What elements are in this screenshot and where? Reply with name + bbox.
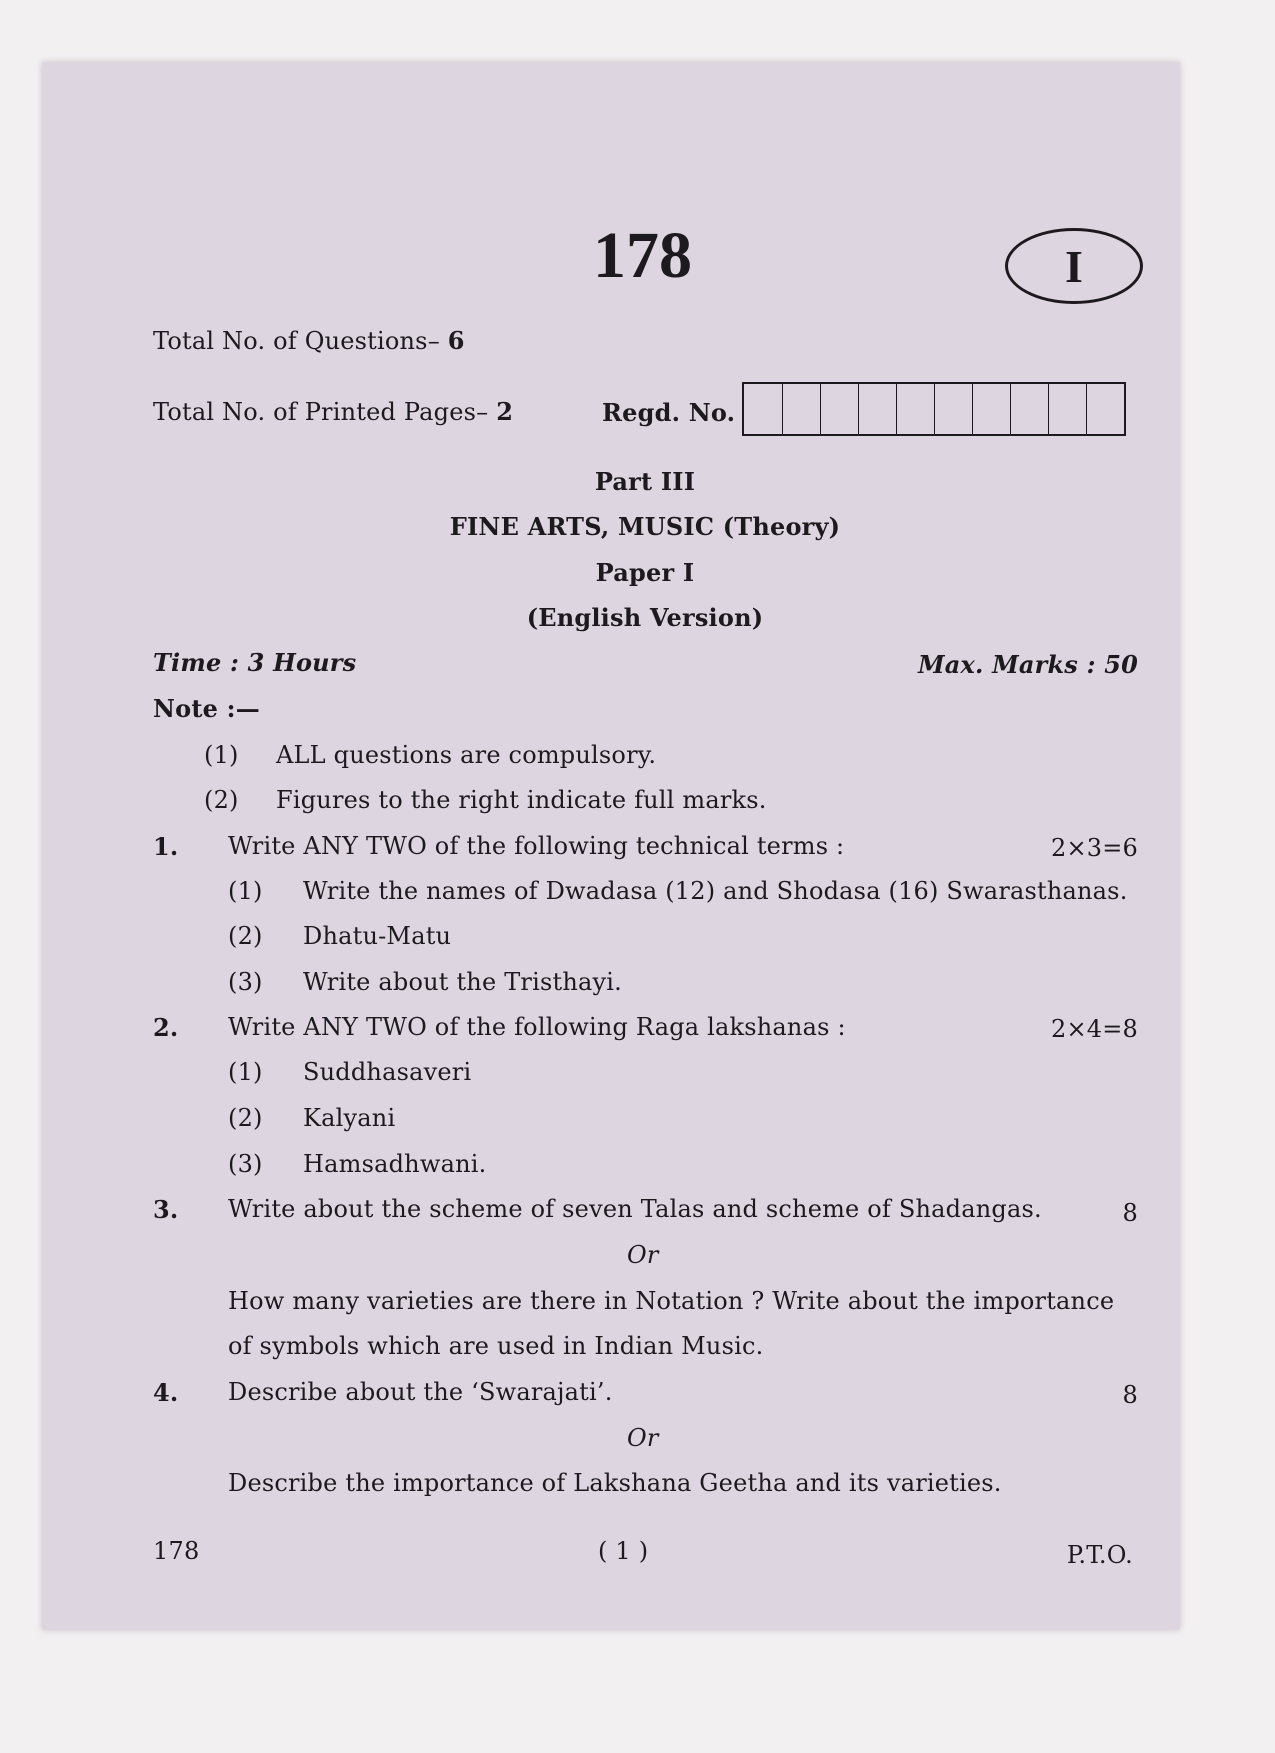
- question-4-num: 4.: [153, 1378, 179, 1407]
- regd-digit-box[interactable]: [1086, 384, 1124, 434]
- question-2-sub-1-text: Suddhasaveri: [303, 1058, 472, 1086]
- subject-title: FINE ARTS, MUSIC (Theory): [449, 512, 841, 541]
- paper-code: 178: [593, 219, 692, 292]
- total-pages-value: 2: [496, 397, 514, 426]
- question-3-marks: 8: [1122, 1199, 1138, 1227]
- question-3-text: Write about the scheme of seven Talas and scheme of Shadangas.: [228, 1195, 1042, 1223]
- version-title: (English Version): [526, 603, 764, 632]
- question-1-sub-1-num: (1): [228, 877, 263, 905]
- set-badge: [1005, 228, 1143, 304]
- note-label: Note :—: [153, 694, 260, 723]
- question-2-sub-2-text: Kalyani: [303, 1104, 396, 1132]
- note-2-num: (2): [204, 786, 239, 814]
- set-letter: I: [1065, 240, 1083, 292]
- regd-digit-box[interactable]: [972, 384, 1010, 434]
- question-2-sub-2-num: (2): [228, 1104, 263, 1132]
- question-1-sub-2-num: (2): [228, 922, 263, 950]
- question-3-alt-line-2: of symbols which are used in Indian Music.: [228, 1332, 764, 1360]
- question-2-text: Write ANY TWO of the following Raga lakshanas :: [228, 1013, 846, 1041]
- time-allowed: Time : 3 Hours: [153, 648, 357, 677]
- question-2-sub-3-num: (3): [228, 1150, 263, 1178]
- question-2-sub-3-text: Hamsadhwani.: [303, 1150, 487, 1178]
- question-3-num: 3.: [153, 1195, 179, 1224]
- question-1-sub-2-text: Dhatu-Matu: [303, 922, 452, 950]
- regd-number-boxes: [742, 382, 1126, 436]
- pto-label: P.T.O.: [1066, 1541, 1133, 1569]
- regd-label: Regd. No.: [602, 398, 736, 427]
- total-pages: [153, 397, 513, 426]
- note-1-text: ALL questions are compulsory.: [276, 741, 657, 769]
- question-1-sub-3-num: (3): [228, 968, 263, 996]
- regd-digit-box[interactable]: [858, 384, 896, 434]
- question-2-sub-1-num: (1): [228, 1058, 263, 1086]
- question-1-sub-1-text: Write the names of Dwadasa (12) and Shodasa (16) Swarasthanas.: [303, 877, 1128, 905]
- paper-title: Paper I: [595, 558, 695, 587]
- regd-digit-box[interactable]: [934, 384, 972, 434]
- total-questions-value: 6: [447, 326, 465, 355]
- total-questions: [153, 326, 465, 355]
- question-1-marks: 2×3=6: [1050, 834, 1138, 862]
- question-4-text: Describe about the ‘Swarajati’.: [228, 1378, 613, 1406]
- question-1-text: Write ANY TWO of the following technical terms :: [228, 832, 845, 860]
- total-pages-label: Total No. of Printed Pages–: [153, 398, 489, 426]
- regd-digit-box[interactable]: [896, 384, 934, 434]
- regd-digit-box[interactable]: [1048, 384, 1086, 434]
- page-number: ( 1 ): [598, 1537, 649, 1565]
- question-3-or: Or: [627, 1241, 659, 1269]
- regd-digit-box[interactable]: [782, 384, 820, 434]
- question-3-alt-line-1: How many varieties are there in Notation ? Write about the importance: [228, 1287, 1115, 1315]
- total-questions-label: Total No. of Questions–: [153, 327, 440, 355]
- question-4-alt-line-1: Describe the importance of Lakshana Geetha and its varieties.: [228, 1469, 1002, 1497]
- regd-digit-box[interactable]: [820, 384, 858, 434]
- note-1-num: (1): [204, 741, 239, 769]
- regd-digit-box[interactable]: [744, 384, 782, 434]
- question-1-num: 1.: [153, 832, 179, 861]
- question-1-sub-3-text: Write about the Tristhayi.: [303, 968, 622, 996]
- max-marks: Max. Marks : 50: [917, 650, 1138, 679]
- question-2-marks: 2×4=8: [1050, 1015, 1138, 1043]
- note-2-text: Figures to the right indicate full marks.: [276, 786, 767, 814]
- footer-code: 178: [153, 1537, 200, 1565]
- question-4-or: Or: [627, 1424, 659, 1452]
- question-2-num: 2.: [153, 1013, 179, 1042]
- part-title: Part III: [594, 467, 696, 496]
- question-4-marks: 8: [1122, 1381, 1138, 1409]
- regd-digit-box[interactable]: [1010, 384, 1048, 434]
